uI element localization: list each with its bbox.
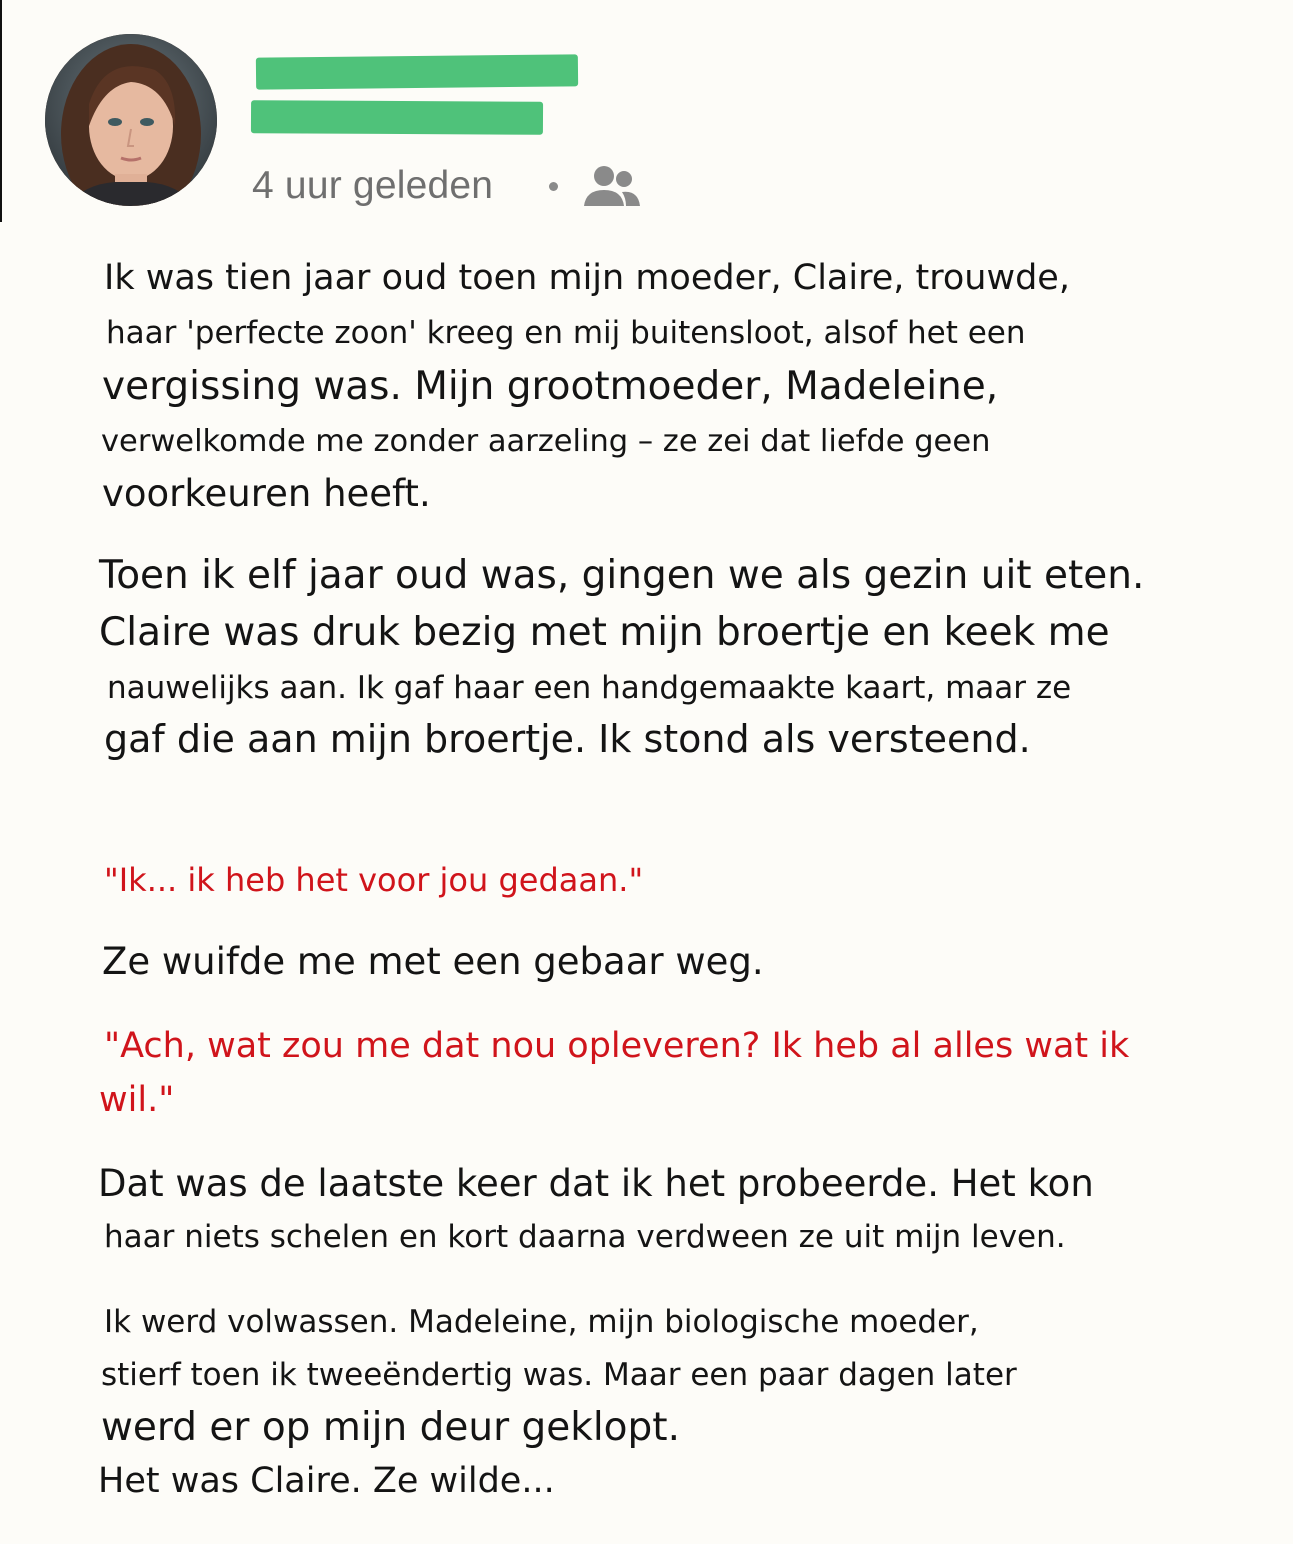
story-line: Ze wuifde me met een gebaar weg.	[102, 940, 764, 983]
profile-photo-icon	[45, 34, 217, 206]
quote-line: wil."	[99, 1080, 175, 1120]
story-line: Toen ik elf jaar oud was, gingen we als gezin uit eten.	[99, 553, 1145, 598]
story-line: Dat was de laatste keer dat ik het probeerde. Het kon	[98, 1162, 1094, 1205]
post-timestamp[interactable]: 4 uur geleden	[252, 164, 494, 207]
left-edge-divider	[0, 0, 2, 222]
quote-line: "Ik... ik heb het voor jou gedaan."	[104, 861, 644, 899]
story-line: voorkeuren heeft.	[102, 472, 431, 515]
story-line: gaf die aan mijn broertje. Ik stond als versteend.	[104, 717, 1031, 761]
friends-audience-icon[interactable]	[582, 162, 642, 210]
story-line: haar 'perfecte zoon' kreeg en mij buitensloot, alsof het een	[106, 315, 1026, 351]
meta-separator-dot	[549, 182, 558, 191]
story-line: verwelkomde me zonder aarzeling – ze zei dat liefde geen	[101, 424, 991, 459]
story-line: haar niets schelen en kort daarna verdween ze uit mijn leven.	[104, 1219, 1066, 1255]
author-name-redaction	[256, 54, 578, 89]
author-avatar[interactable]	[45, 34, 217, 206]
story-line: nauwelijks aan. Ik gaf haar een handgemaakte kaart, maar ze	[107, 670, 1072, 706]
story-line: Ik was tien jaar oud toen mijn moeder, Claire, trouwde,	[104, 258, 1070, 298]
story-line: vergissing was. Mijn grootmoeder, Madeleine,	[102, 364, 999, 409]
story-line: Claire was druk bezig met mijn broertje en keek me	[99, 610, 1110, 655]
story-line: Het was Claire. Ze wilde...	[98, 1461, 555, 1501]
story-line: Ik werd volwassen. Madeleine, mijn biologische moeder,	[104, 1304, 979, 1340]
post-meta	[252, 160, 642, 212]
author-subtitle-redaction	[251, 100, 543, 135]
story-line: werd er op mijn deur geklopt.	[101, 1405, 680, 1450]
quote-line: "Ach, wat zou me dat nou opleveren? Ik heb al alles wat ik	[104, 1026, 1130, 1066]
story-line: stierf toen ik tweeëndertig was. Maar een paar dagen later	[101, 1357, 1017, 1393]
